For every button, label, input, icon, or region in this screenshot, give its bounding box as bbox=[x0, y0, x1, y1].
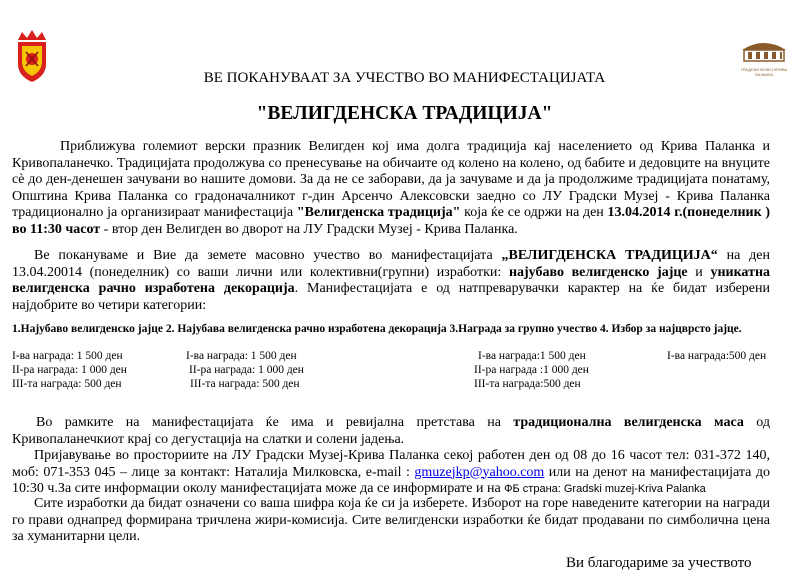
facebook-page-label: ФБ страна: Gradski muzej-Kriva Palanka bbox=[504, 483, 706, 495]
prize-item: II-ра награда: 1 000 ден bbox=[12, 364, 127, 376]
prize-item: III-та награда: 500 ден bbox=[12, 378, 122, 390]
prize-item: I-ва награда:1 500 ден bbox=[478, 350, 586, 362]
prize-item: I-ва награда:500 ден bbox=[667, 350, 767, 362]
invitation-text-4: . Манифестацијата е од натпреварувачки карактер на ќе бидат изберени најдобрите во четири категории: bbox=[12, 281, 771, 313]
prize-item: I-ва награда: 1 500 ден bbox=[186, 350, 297, 362]
prize-column-4 bbox=[667, 349, 766, 363]
prize-item: III-та награда:500 ден bbox=[474, 378, 581, 390]
intro-event-name: "Велигденска традиција" bbox=[296, 205, 461, 220]
prize-item: I-ва награда: 1 500 ден bbox=[12, 350, 123, 362]
museum-logo-text: ГРАДСКИ МУЗЕЈ КРИВА ПАЛАНКА bbox=[740, 67, 788, 77]
prize-column-1 bbox=[12, 349, 127, 391]
intro-event-date: 13.04.2014 г.(понеделник ) во 11:30 часот bbox=[12, 205, 770, 237]
prize-item: II-ра награда :1 000 ден bbox=[474, 364, 589, 376]
intro-text-1: Приближува големиот верски празник Велигден кој има долга традиција кај населението од Крива Паланка и Кривопаланечко. Традицијата продолжува со пренесување на обичаите од колено на колено, од бабите и дедовците на внуците сè до ден-денешен зачувани во нашите домови. За да не се заборави, да ја зачуваме и да ја продолжиме традицијата понатаму, Општина Крива Паланка со градоначалникот г-дин Арсенчо Алексовски заедно со ЛУ Градски Музеј - Крива Паланка традиционално ја организираат манифестација bbox=[12, 139, 770, 220]
categories-line: 1.Најубаво велигденско јајце 2. Најубава велигденска рачно изработена декорација 3.Награда за групно учество 4. Избор за најцврсто јајце. bbox=[12, 323, 742, 335]
registration-text-2: или на денот на манифестацијата до 10:30 ч.За сите информации околу манифестацијата може да се информирате и на bbox=[12, 464, 771, 496]
table-paragraph bbox=[12, 415, 770, 448]
table-text-1: Во рамките на манифестацијата ќе има и ревијална претстава на bbox=[36, 415, 514, 430]
registration-text-1: Пријавување во просториите на ЛУ Градски Музеј-Крива Паланка секој работен ден од 08 до 16 часот тел: 031-372 140, моб: 071-353 045 – лице за контакт: Наталија Милковска, e-mail : bbox=[12, 448, 770, 480]
invitation-text-1: Ве покануваме и Вие да земете масовно учество во манифестацијата bbox=[34, 248, 502, 263]
event-title: "ВЕЛИГДЕНСКА ТРАДИЦИЈА" bbox=[256, 103, 553, 124]
invitation-decoration-category: уникатна велигденска рачно изработена декорација bbox=[12, 264, 771, 296]
registration-paragraph bbox=[12, 448, 770, 498]
intro-text-3: - втор ден Велигден во дворот на ЛУ Градски Музеј - Крива Паланка. bbox=[100, 221, 518, 237]
table-text-2: од Кривопаланечкиот крај со дегустација на слатки и солени јадења. bbox=[12, 415, 770, 447]
invitation-paragraph bbox=[12, 248, 770, 314]
prize-column-2 bbox=[186, 349, 304, 391]
contact-email-link[interactable]: gmuzejkp@yahoo.com bbox=[414, 464, 545, 480]
table-highlight: традиционална велигденска маса bbox=[513, 415, 744, 430]
invitation-event-name: „ВЕЛИГДЕНСКА ТРАДИЦИЈА“ bbox=[501, 248, 718, 263]
invitation-heading: ВЕ ПОКАНУВААТ ЗА УЧЕСТВО ВО МАНИФЕСТАЦИЈАТА bbox=[203, 70, 606, 86]
invitation-egg-category: најубаво велигденско јајце bbox=[508, 264, 688, 280]
prize-column-3 bbox=[474, 349, 589, 391]
prize-item: II-ра награда: 1 000 ден bbox=[189, 364, 304, 376]
prize-item: III-та награда: 500 ден bbox=[190, 378, 300, 390]
museum-building-icon bbox=[740, 38, 788, 62]
closing-thanks: Ви благодариме за учеството bbox=[566, 555, 752, 571]
invitation-text-3: и bbox=[687, 264, 711, 280]
intro-text-2: која ќе се одржи на ден bbox=[460, 205, 608, 220]
invitation-text-2: на ден 13.04.20014 (понеделник) со ваши лични или колективни(групни) изработки: bbox=[12, 248, 771, 280]
rules-paragraph: Сите изработки да бидат означени со ваша шифра која ќе си ја изберете. Изборот на горе наведените категории на награди го прави однапред формирана тричлена жири-комисија. Сите велигденски изработки ќе бидат продавани по симболична цена за хуманитарни цели. bbox=[12, 496, 770, 544]
intro-paragraph bbox=[12, 139, 770, 238]
